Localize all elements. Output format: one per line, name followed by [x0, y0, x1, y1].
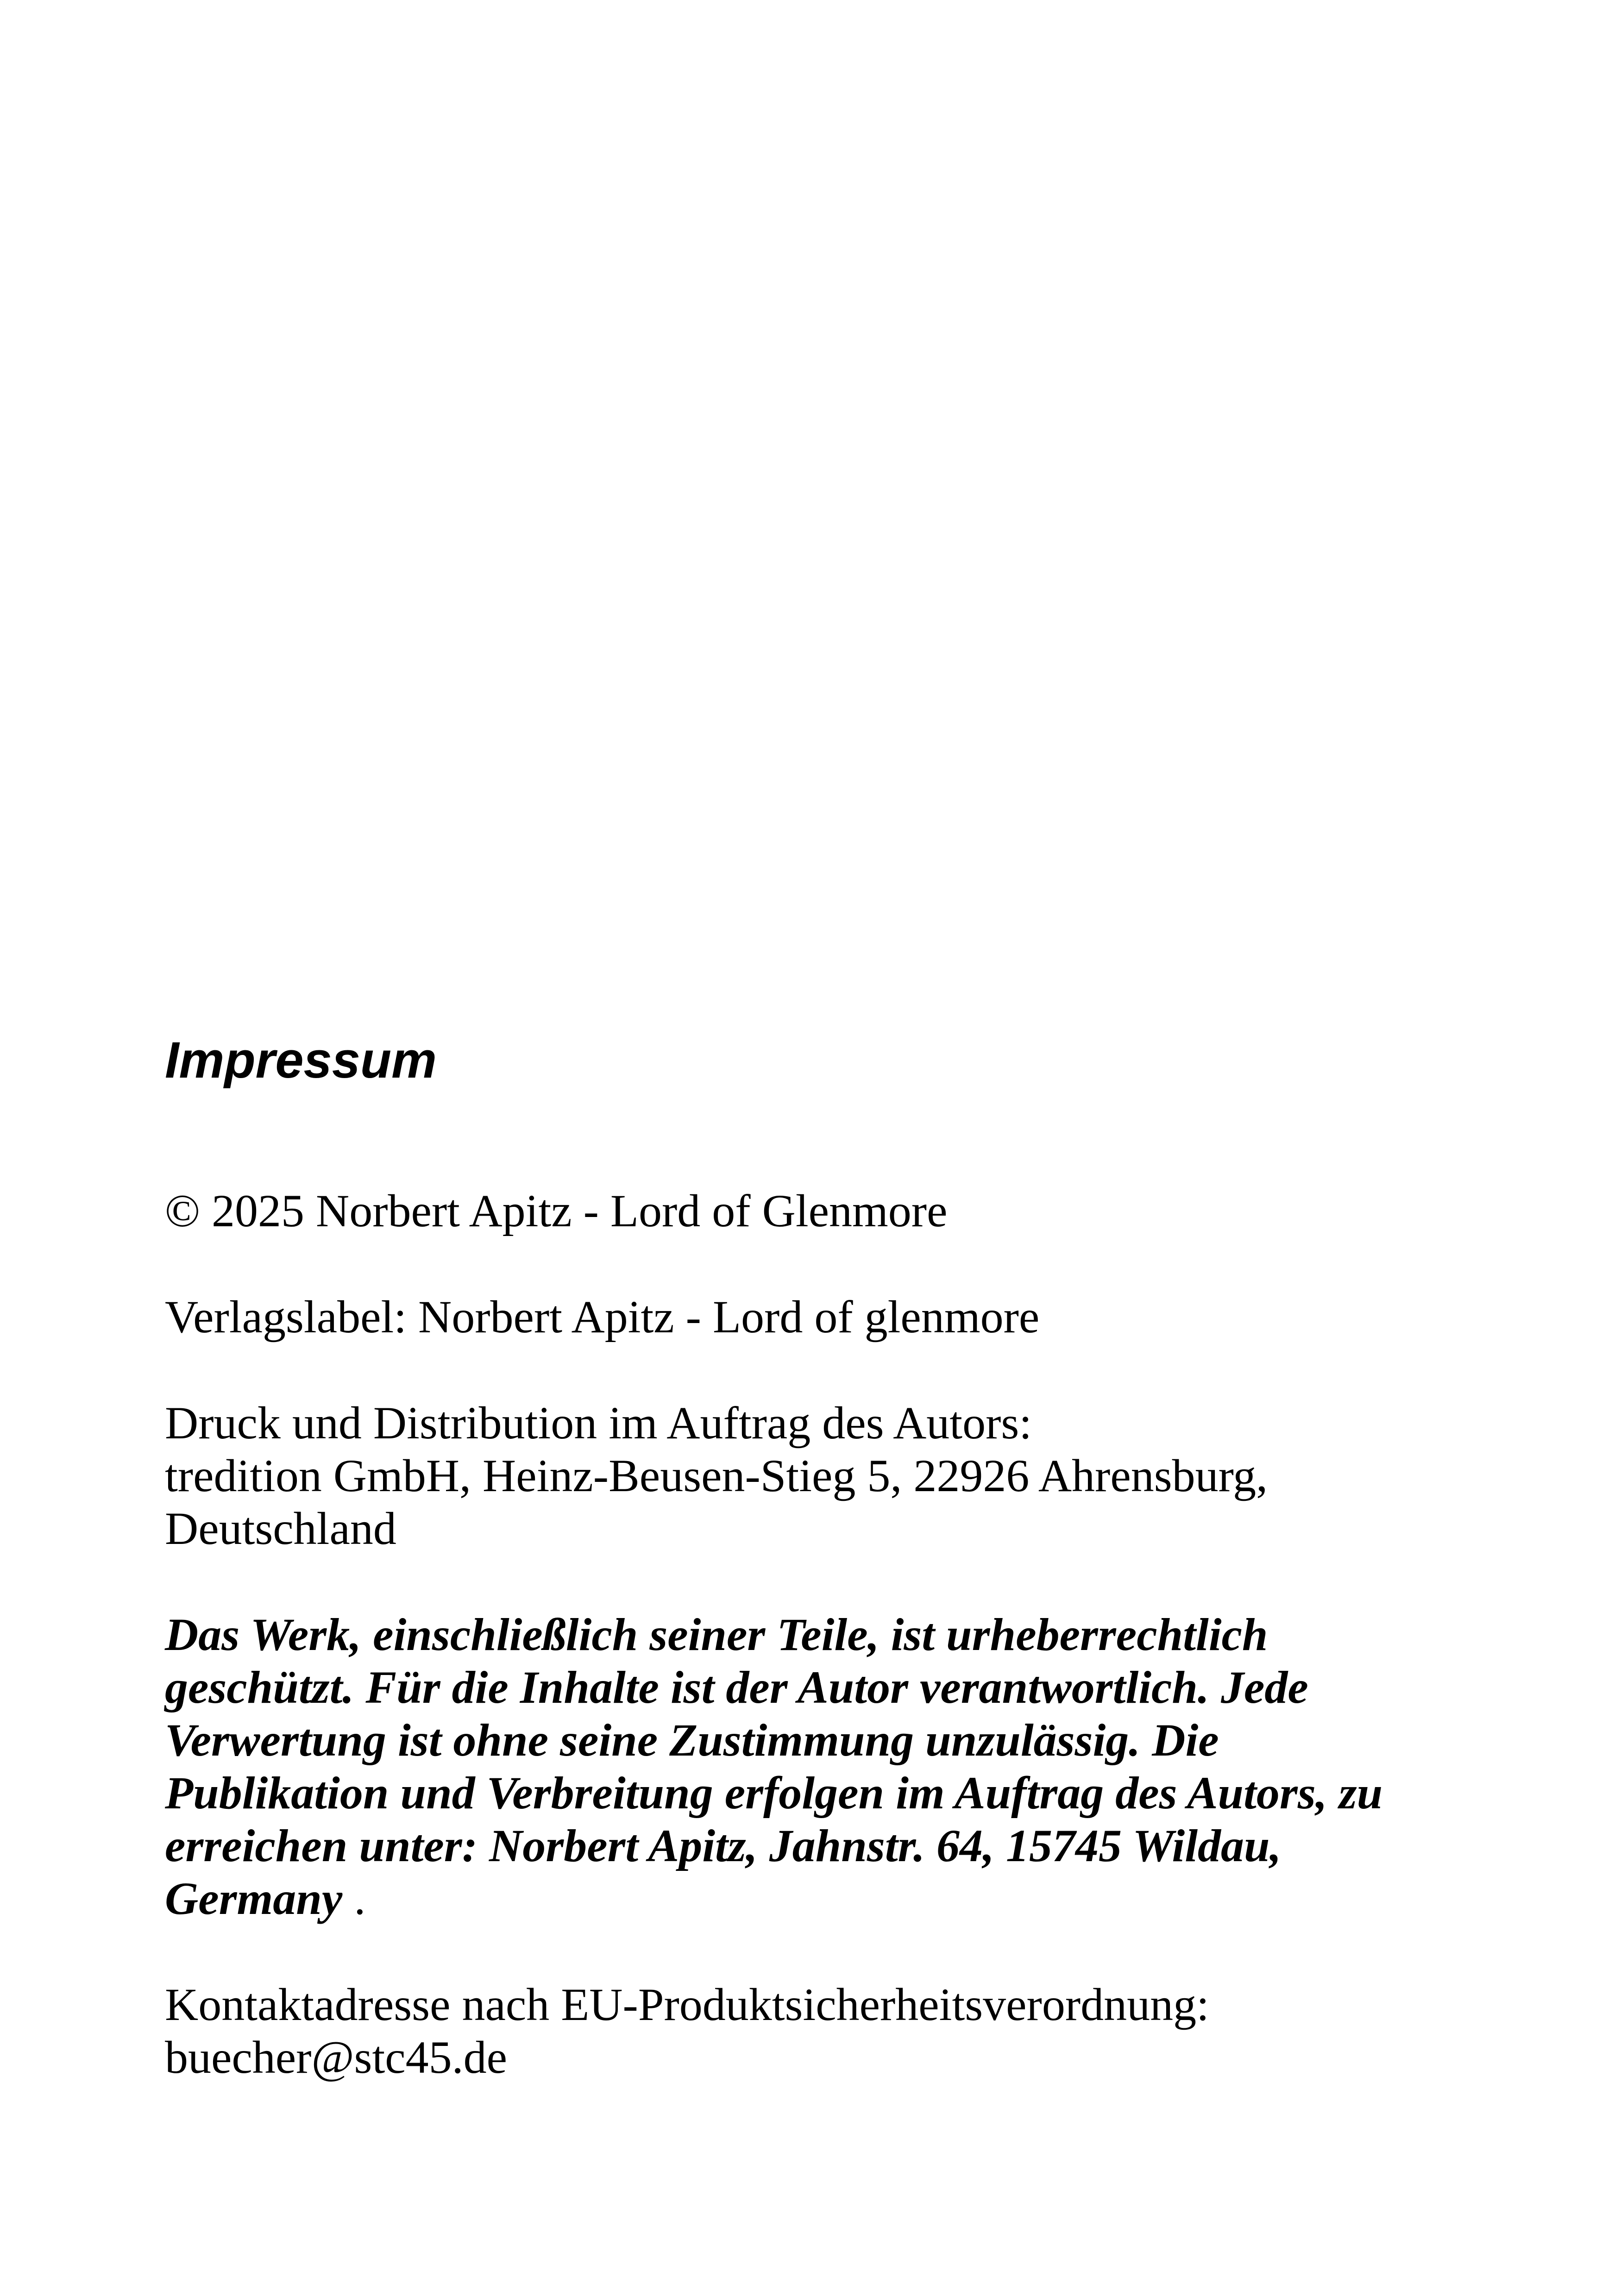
legal-notice-line: Verwertung ist ohne seine Zustimmung unzulässig. Die — [165, 1714, 1219, 1766]
print-distribution-country: Deutschland — [165, 1503, 396, 1554]
legal-notice-period: . — [342, 1873, 366, 1924]
legal-notice-line: Das Werk, einschließlich seiner Teile, ist urheberrechtlich — [165, 1609, 1268, 1660]
copyright-line: © 2025 Norbert Apitz - Lord of Glenmore — [165, 1185, 948, 1236]
contact-email: buecher@stc45.de — [165, 2032, 508, 2083]
contact-label: Kontaktadresse nach EU-Produktsicherheitsverordnung: — [165, 1979, 1209, 2030]
print-distribution-address: tredition GmbH, Heinz-Beusen-Stieg 5, 22926 Ahrensburg, — [165, 1450, 1268, 1501]
legal-notice-line: erreichen unter: Norbert Apitz, Jahnstr. 64, 15745 Wildau, — [165, 1820, 1282, 1871]
legal-notice-last-line — [165, 1872, 1508, 1925]
publisher-label: Verlagslabel: Norbert Apitz - Lord of glenmore — [165, 1291, 1040, 1342]
legal-notice — [165, 1608, 1508, 1925]
impressum-block — [165, 1030, 1508, 2084]
print-distribution-line: Druck und Distribution im Auftrag des Autors: — [165, 1397, 1032, 1449]
impressum-title: Impressum — [165, 1032, 437, 1089]
legal-notice-line: Publikation und Verbreitung erfolgen im Auftrag des Autors, zu — [165, 1767, 1383, 1819]
legal-notice-country: Germany — [165, 1873, 343, 1924]
print-distribution-notice — [165, 1397, 1508, 1555]
contact-notice — [165, 1978, 1508, 2084]
legal-notice-line: geschützt. Für die Inhalte ist der Autor verantwortlich. Jede — [165, 1662, 1308, 1713]
